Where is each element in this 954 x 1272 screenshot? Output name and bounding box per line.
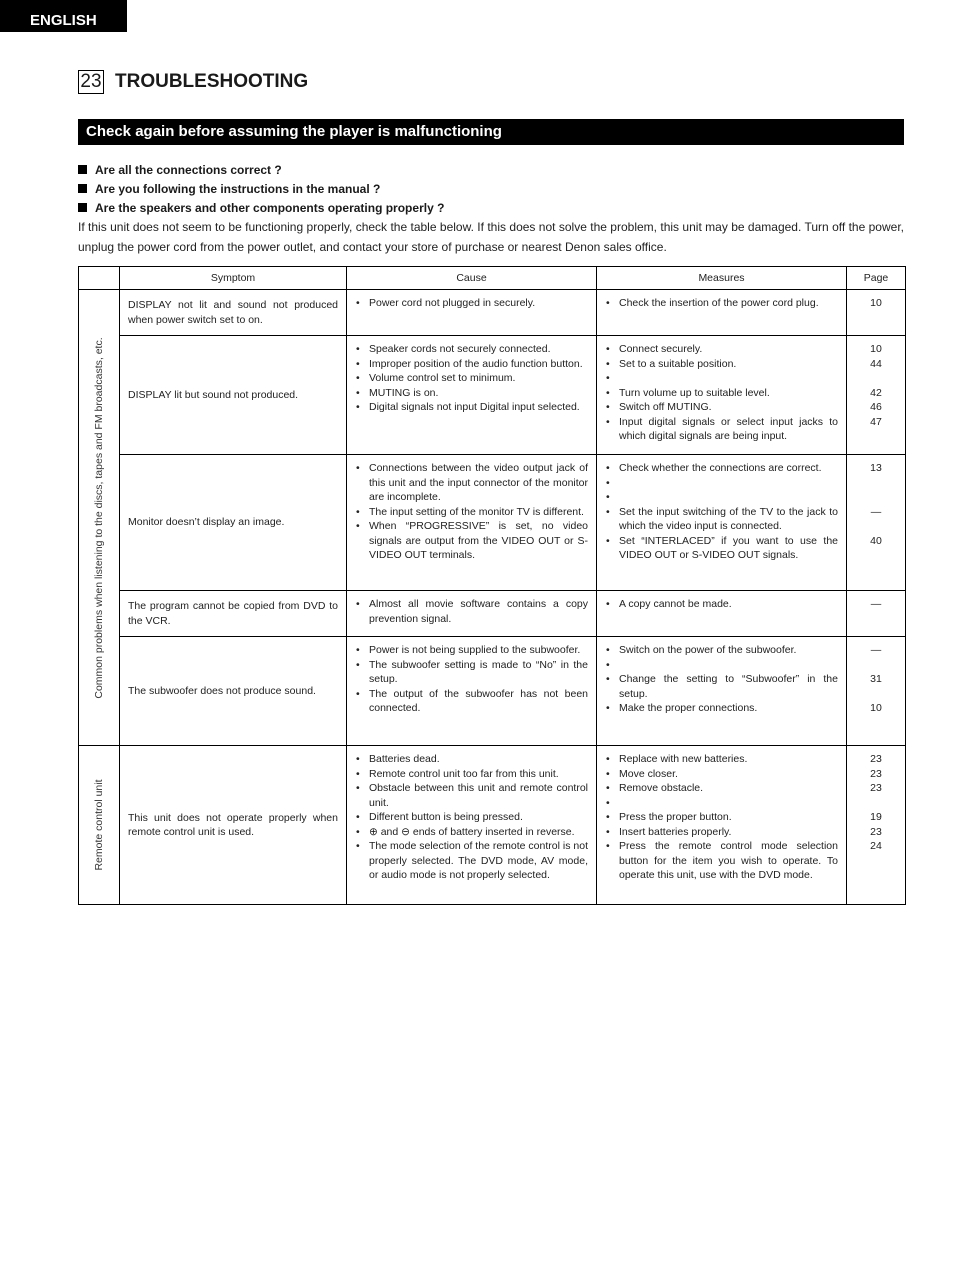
measure-item: • Insert batteries properly.: [605, 825, 838, 840]
page-ref: 46: [870, 401, 882, 413]
measures-cell: [597, 290, 847, 336]
cause-item: • MUTING is on.: [355, 386, 588, 401]
cause-item: • Connections between the video output jack of this unit and the input connector of the monitor are incomplete.: [355, 461, 588, 505]
symptom-cell: DISPLAY lit but sound not produced.: [120, 336, 347, 455]
symptom-cell: Monitor doesn’t display an image.: [120, 455, 347, 591]
checklist-item: Are you following the instructions in the manual ?: [78, 179, 904, 198]
measure-item: • Check the insertion of the power cord plug.: [605, 296, 838, 311]
cause-cell: [347, 336, 597, 455]
cause-cell: [347, 591, 597, 637]
measure-item: • Check whether the connections are correct.: [605, 461, 838, 476]
page-ref: 10: [870, 702, 882, 714]
header-measures: Measures: [597, 267, 847, 290]
cause-item: • Power is not being supplied to the subwoofer.: [355, 643, 588, 658]
section-title: TROUBLESHOOTING: [115, 71, 309, 92]
cause-item: • The input setting of the monitor TV is different.: [355, 505, 588, 520]
square-bullet-icon: [78, 203, 87, 212]
table-row: [79, 455, 906, 591]
spacer: [605, 371, 838, 386]
measure-item: • Change the setting to “Subwoofer” in the setup.: [605, 672, 838, 701]
page-cell: [847, 455, 906, 591]
page-ref: 23: [870, 753, 882, 765]
cause-item: • The output of the subwoofer has not been connected.: [355, 687, 588, 716]
measure-item: • Replace with new batteries.: [605, 752, 838, 767]
measure-item: • Switch off MUTING.: [605, 400, 838, 415]
group-label: Common problems when listening to the discs, tapes and FM broadcasts, etc.: [92, 336, 105, 699]
checklist-item: Are the speakers and other components operating properly ?: [78, 198, 904, 217]
cause-cell: [347, 637, 597, 746]
measure-item: • Set to a suitable position.: [605, 357, 838, 372]
page-ref: 42: [870, 386, 882, 399]
cause-item: • Obstacle between this unit and remote control unit.: [355, 781, 588, 810]
measure-item: • Turn volume up to suitable level.: [605, 386, 838, 401]
troubleshooting-table: [78, 266, 906, 905]
page-ref: —: [870, 644, 882, 656]
header-cause: Cause: [347, 267, 597, 290]
page-ref: 13: [870, 462, 882, 474]
spacer: [605, 490, 838, 505]
cause-item: • Improper position of the audio function button.: [355, 357, 588, 372]
cause-item: • Different button is being pressed.: [355, 810, 588, 825]
page-ref: 47: [870, 415, 882, 428]
table-row: [79, 336, 906, 455]
measure-item: • Set “INTERLACED” if you want to use the VIDEO OUT or S-VIDEO OUT signals.: [605, 534, 838, 563]
cause-cell: [347, 455, 597, 591]
cause-item: • Almost all movie software contains a copy prevention signal.: [355, 597, 588, 626]
measure-item: • Connect securely.: [605, 342, 838, 357]
page-ref: 10: [870, 343, 882, 355]
cause-item: • Digital signals not input Digital input selected.: [355, 400, 588, 415]
check-banner: Check again before assuming the player is malfunctioning: [78, 119, 904, 145]
checklist: [78, 160, 904, 257]
section-number: 23: [78, 70, 104, 94]
measure-item: • Remove obstacle.: [605, 781, 838, 796]
cause-item: • Batteries dead.: [355, 752, 588, 767]
symptom-cell: This unit does not operate properly when remote control unit is used.: [120, 746, 347, 905]
cause-cell: [347, 290, 597, 336]
page-cell: [847, 290, 906, 336]
spacer: [605, 796, 838, 811]
page-ref: 31: [870, 673, 882, 685]
table-header-row: [79, 267, 906, 290]
measure-item: • Press the remote control mode selection button for the item you wish to operate. To operate this unit, use with the DVD mode.: [605, 839, 838, 883]
page-cell: [847, 746, 906, 905]
group-cell-remote: [79, 746, 120, 905]
measures-cell: [597, 591, 847, 637]
intro-paragraph: If this unit does not seem to be functioning properly, check the table below. If this does not solve the problem, this unit may be damaged. Turn off the power, unplug the power cord from the power outlet, and contact your store of purchase or nearest Denon sales office.: [78, 220, 904, 254]
header-page: Page: [847, 267, 906, 290]
cause-item: • Volume control set to minimum.: [355, 371, 588, 386]
measure-item: • Switch on the power of the subwoofer.: [605, 643, 838, 658]
measures-cell: [597, 336, 847, 455]
square-bullet-icon: [78, 184, 87, 193]
measure-item: • Press the proper button.: [605, 810, 838, 825]
page-ref: 19: [870, 811, 882, 823]
cause-item: • The mode selection of the remote control is not properly selected. The DVD mode, AV mode, or audio mode is not properly selected.: [355, 839, 588, 883]
page-ref: 23: [870, 767, 882, 780]
page-ref: —: [870, 598, 882, 610]
section-heading: [78, 70, 308, 94]
page-ref: —: [870, 505, 882, 518]
cause-item: • Power cord not plugged in securely.: [355, 296, 588, 311]
table-row: [79, 746, 906, 905]
group-label: Remote control unit: [92, 779, 105, 871]
symptom-cell: The subwoofer does not produce sound.: [120, 637, 347, 746]
table-row: [79, 290, 906, 336]
symptom-cell: The program cannot be copied from DVD to the VCR.: [120, 591, 347, 637]
table-row: [79, 637, 906, 746]
group-cell-common: [79, 290, 120, 746]
measures-cell: [597, 455, 847, 591]
spacer: [605, 658, 838, 673]
measures-cell: [597, 637, 847, 746]
checklist-item: Are all the connections correct ?: [78, 160, 904, 179]
measure-item: • Make the proper connections.: [605, 701, 838, 716]
measures-cell: [597, 746, 847, 905]
page-ref: 44: [870, 357, 882, 370]
square-bullet-icon: [78, 165, 87, 174]
cause-cell: [347, 746, 597, 905]
page-cell: [847, 336, 906, 455]
page-ref: 23: [870, 782, 882, 794]
spacer: [605, 476, 838, 491]
page-cell: [847, 591, 906, 637]
page-ref: 40: [870, 534, 882, 547]
header-symptom: Symptom: [120, 267, 347, 290]
page-ref: 10: [870, 297, 882, 309]
cause-item: • The subwoofer setting is made to “No” in the setup.: [355, 658, 588, 687]
measure-item: • Set the input switching of the TV to the jack to which the video input is connected.: [605, 505, 838, 534]
cause-item: • Remote control unit too far from this unit.: [355, 767, 588, 782]
language-tab: ENGLISH: [0, 0, 127, 32]
measure-item: • Move closer.: [605, 767, 838, 782]
header-group: [79, 267, 120, 290]
page-ref: 24: [870, 840, 882, 852]
measure-item: • A copy cannot be made.: [605, 597, 838, 612]
symptom-cell: DISPLAY not lit and sound not produced when power switch set to on.: [120, 290, 347, 336]
page-cell: [847, 637, 906, 746]
table-row: [79, 591, 906, 637]
page-ref: 23: [870, 825, 882, 838]
cause-item: • When “PROGRESSIVE” is set, no video signals are output from the VIDEO OUT or S-VIDEO OUT terminals.: [355, 519, 588, 563]
cause-item: • Speaker cords not securely connected.: [355, 342, 588, 357]
measure-item: • Input digital signals or select input jacks to which digital signals are being input.: [605, 415, 838, 444]
cause-item: • ⊕ and ⊖ ends of battery inserted in reverse.: [355, 825, 588, 840]
